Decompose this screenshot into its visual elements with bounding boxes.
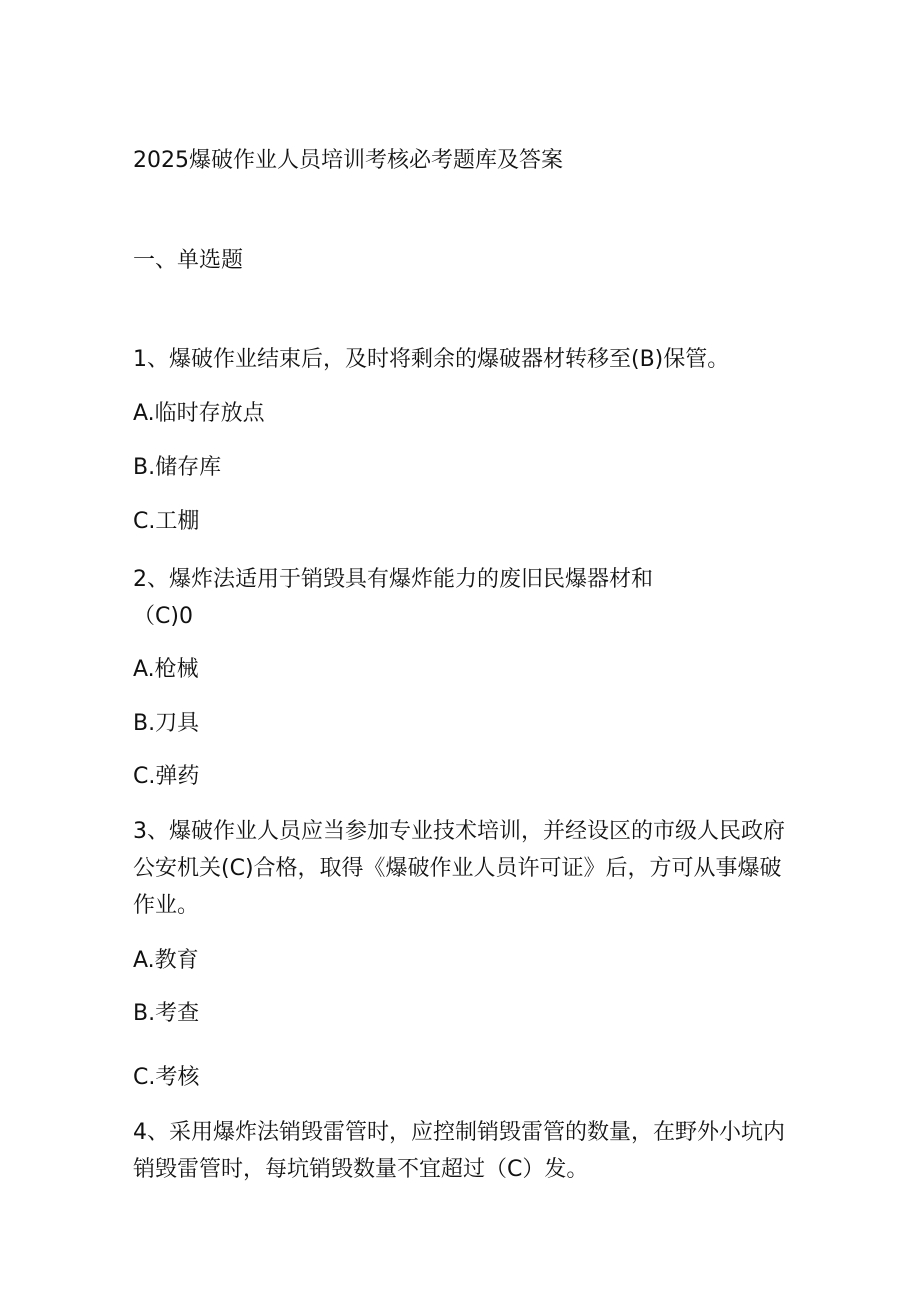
question-3-option-b: B.考查 [133, 1001, 200, 1026]
question-3-option-c: C.考核 [133, 1065, 200, 1090]
question-3-text-line-2: 公安机关(C)合格，取得《爆破作业人员许可证》后，方可从事爆破 [133, 856, 782, 881]
question-1-option-c: C.工棚 [133, 509, 200, 534]
question-2-option-b: B.刀具 [133, 711, 200, 736]
question-1-text: 1、爆破作业结束后，及时将剩余的爆破器材转移至(B)保管。 [133, 347, 730, 372]
question-3-text-line-3: 作业。 [133, 893, 200, 918]
question-2-text-line-2: （C)0 [133, 604, 193, 629]
question-3-text-line-1: 3、爆破作业人员应当参加专业技术培训，并经设区的市级人民政府 [133, 819, 785, 844]
question-2-option-a: A.枪械 [133, 657, 199, 682]
question-2-option-c: C.弹药 [133, 764, 200, 789]
question-4-text-line-1: 4、采用爆炸法销毁雷管时，应控制销毁雷管的数量，在野外小坑内 [133, 1120, 785, 1145]
question-1-option-a: A.临时存放点 [133, 401, 265, 426]
question-1-option-b: B.储存库 [133, 455, 222, 480]
question-2-text-line-1: 2、爆炸法适用于销毁具有爆炸能力的废旧民爆器材和 [133, 567, 653, 592]
section-heading: 一、单选题 [133, 248, 244, 273]
question-3-option-a: A.教育 [133, 948, 199, 973]
document-title: 2025爆破作业人员培训考核必考题库及答案 [133, 148, 563, 173]
question-4-text-line-2: 销毁雷管时，每坑销毁数量不宜超过（C）发。 [133, 1157, 589, 1182]
